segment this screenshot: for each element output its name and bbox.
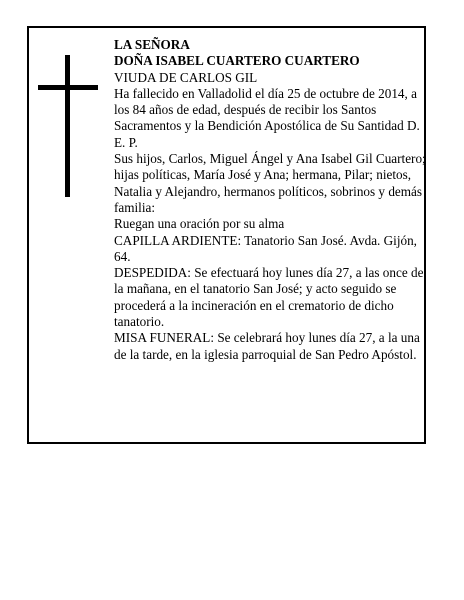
notice-title: LA SEÑORA [114,37,190,52]
farewell-paragraph: DESPEDIDA: Se efectuará hoy lunes día 27, a las once de la mañana, en el tanatorio San José; y acto seguido se procederá a la incineración en el crematorio de dicho tanatorio. [114,265,424,330]
death-paragraph: Ha fallecido en Valladolid el día 25 de octubre de 2014, a los 84 años de edad, después de recibir los Santos Sacramentos y la Bendición Apostólica de Su Santidad D. E. P. [114,85,420,150]
deceased-name: DOÑA ISABEL CUARTERO CUARTERO [114,53,360,69]
chapel-paragraph: CAPILLA ARDIENTE: Tanatorio San José. Avda. Gijón, 64. [114,232,417,264]
funeral-mass-paragraph: MISA FUNERAL: Se celebrará hoy lunes día 27, a la una de la tarde, en la iglesia parroquial de San Pedro Apóstol. [114,330,420,362]
family-paragraph: Sus hijos, Carlos, Miguel Ángel y Ana Isabel Gil Cuartero; hijas políticas, María José y Ana; hermana, Pilar; nietos, Natalia y Alejandro, hermanos políticos, sobrinos y demás familia: [114,151,426,215]
prayer-line: Ruegan una oración por su alma [114,216,285,232]
cross-vertical-bar [65,55,70,197]
obituary-text [114,37,426,363]
latin-cross-icon [38,55,98,197]
widow-line: VIUDA DE CARLOS GIL [114,69,258,85]
cross-horizontal-bar [38,85,98,90]
